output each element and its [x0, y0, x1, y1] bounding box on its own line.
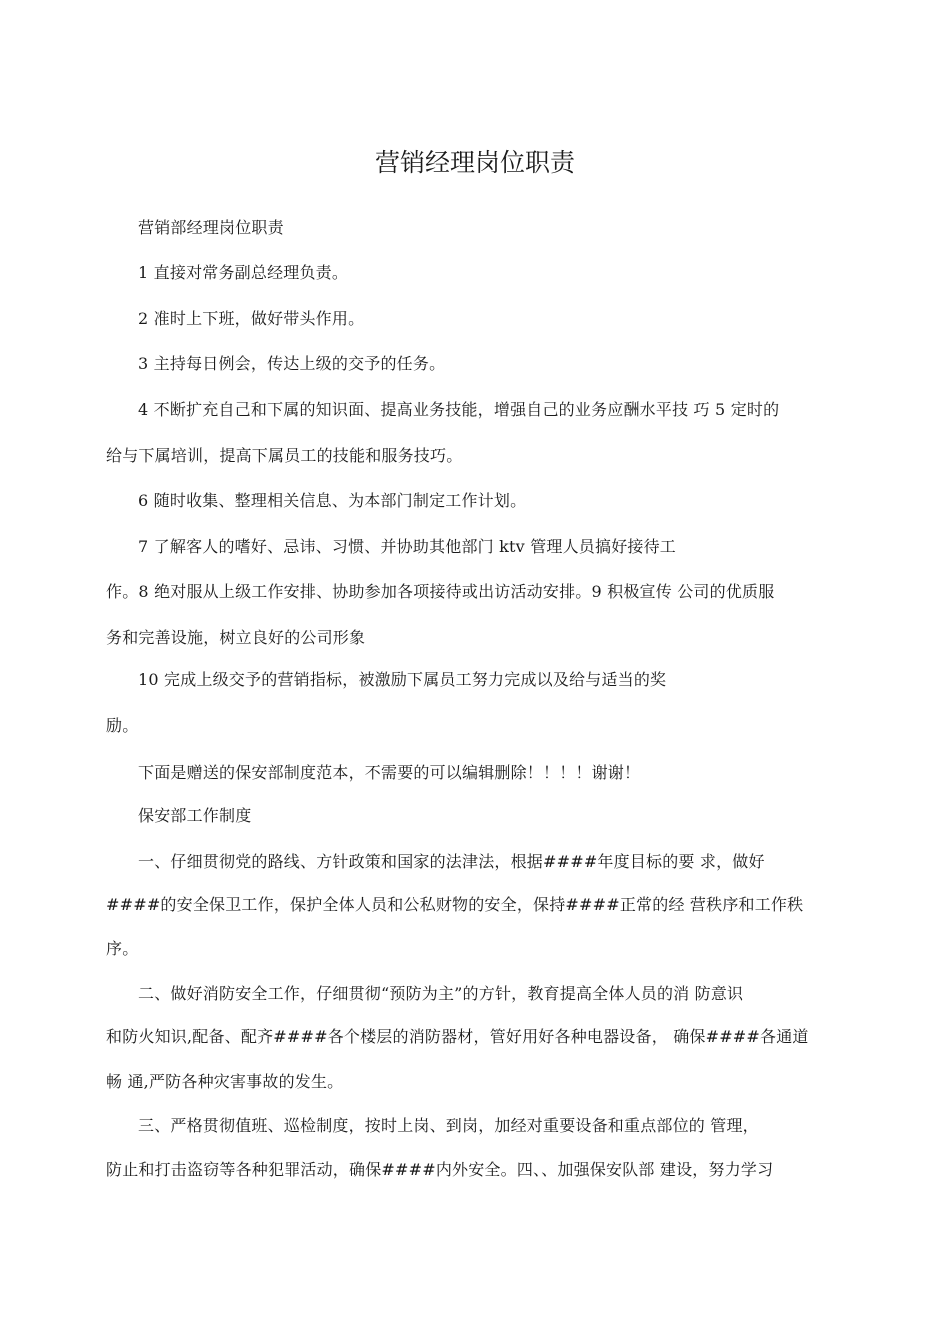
- paragraph-line: 下面是赠送的保安部制度范本，不需要的可以编辑删除！！！！谢谢！: [138, 763, 641, 782]
- paragraph-line: 3 主持每日例会，传达上级的交予的任务。: [138, 354, 446, 373]
- paragraph-line: 序。: [106, 939, 139, 958]
- paragraph-line: ####的安全保卫工作，保护全体人员和公私财物的安全，保持####正常的经 营秩序和工作秩: [106, 895, 804, 914]
- paragraph-line: 务和完善设施，树立良好的公司形象: [106, 628, 366, 647]
- paragraph-line: 一、仔细贯彻党的路线、方针政策和国家的法津法，根据####年度目标的要 求，做好: [138, 852, 765, 871]
- paragraph-line: 7 了解客人的嗜好、忌讳、习惯、并协助其他部门 ktv 管理人员搞好接待工: [138, 537, 677, 556]
- paragraph-line: 2 准时上下班，做好带头作用。: [138, 309, 365, 328]
- paragraph-line: 4 不断扩充自己和下属的知识面、提高业务技能，增强自己的业务应酬水平技 巧 5 定时的: [138, 400, 780, 419]
- paragraph-line: 三、严格贯彻值班、巡检制度，按时上岗、到岗，加经对重要设备和重点部位的 管理，: [138, 1116, 759, 1135]
- paragraph-line: 给与下属培训，提高下属员工的技能和服务技巧。: [106, 446, 463, 465]
- paragraph-line: 防止和打击盗窃等各种犯罪活动，确保####内外安全。四、、加强保安队部 建设，努力学习: [106, 1160, 774, 1179]
- paragraph-line: 10 完成上级交予的营销指标，被激励下属员工努力完成以及给与适当的奖: [138, 670, 667, 689]
- section-heading: 营销部经理岗位职责: [138, 218, 284, 237]
- section-heading: 保安部工作制度: [138, 806, 252, 825]
- paragraph-line: 畅 通,严防各种灾害事故的发生。: [106, 1072, 344, 1091]
- paragraph-line: 1 直接对常务副总经理负责。: [138, 263, 349, 282]
- document-title: 营销经理岗位职责: [374, 148, 575, 177]
- paragraph-line: 二、做好消防安全工作，仔细贯彻“预防为主”的方针，教育提高全体人员的消 防意识: [138, 984, 744, 1003]
- paragraph-line: 6 随时收集、整理相关信息、为本部门制定工作计划。: [138, 491, 527, 510]
- paragraph-line: 励。: [106, 716, 139, 735]
- paragraph-line: 和防火知识,配备、配齐####各个楼层的消防器材，管好用好各种电器设备， 确保####各通道: [106, 1027, 809, 1046]
- paragraph-line: 作。8 绝对服从上级工作安排、协助参加各项接待或出访活动安排。9 积极宣传 公司的优质服: [106, 582, 775, 601]
